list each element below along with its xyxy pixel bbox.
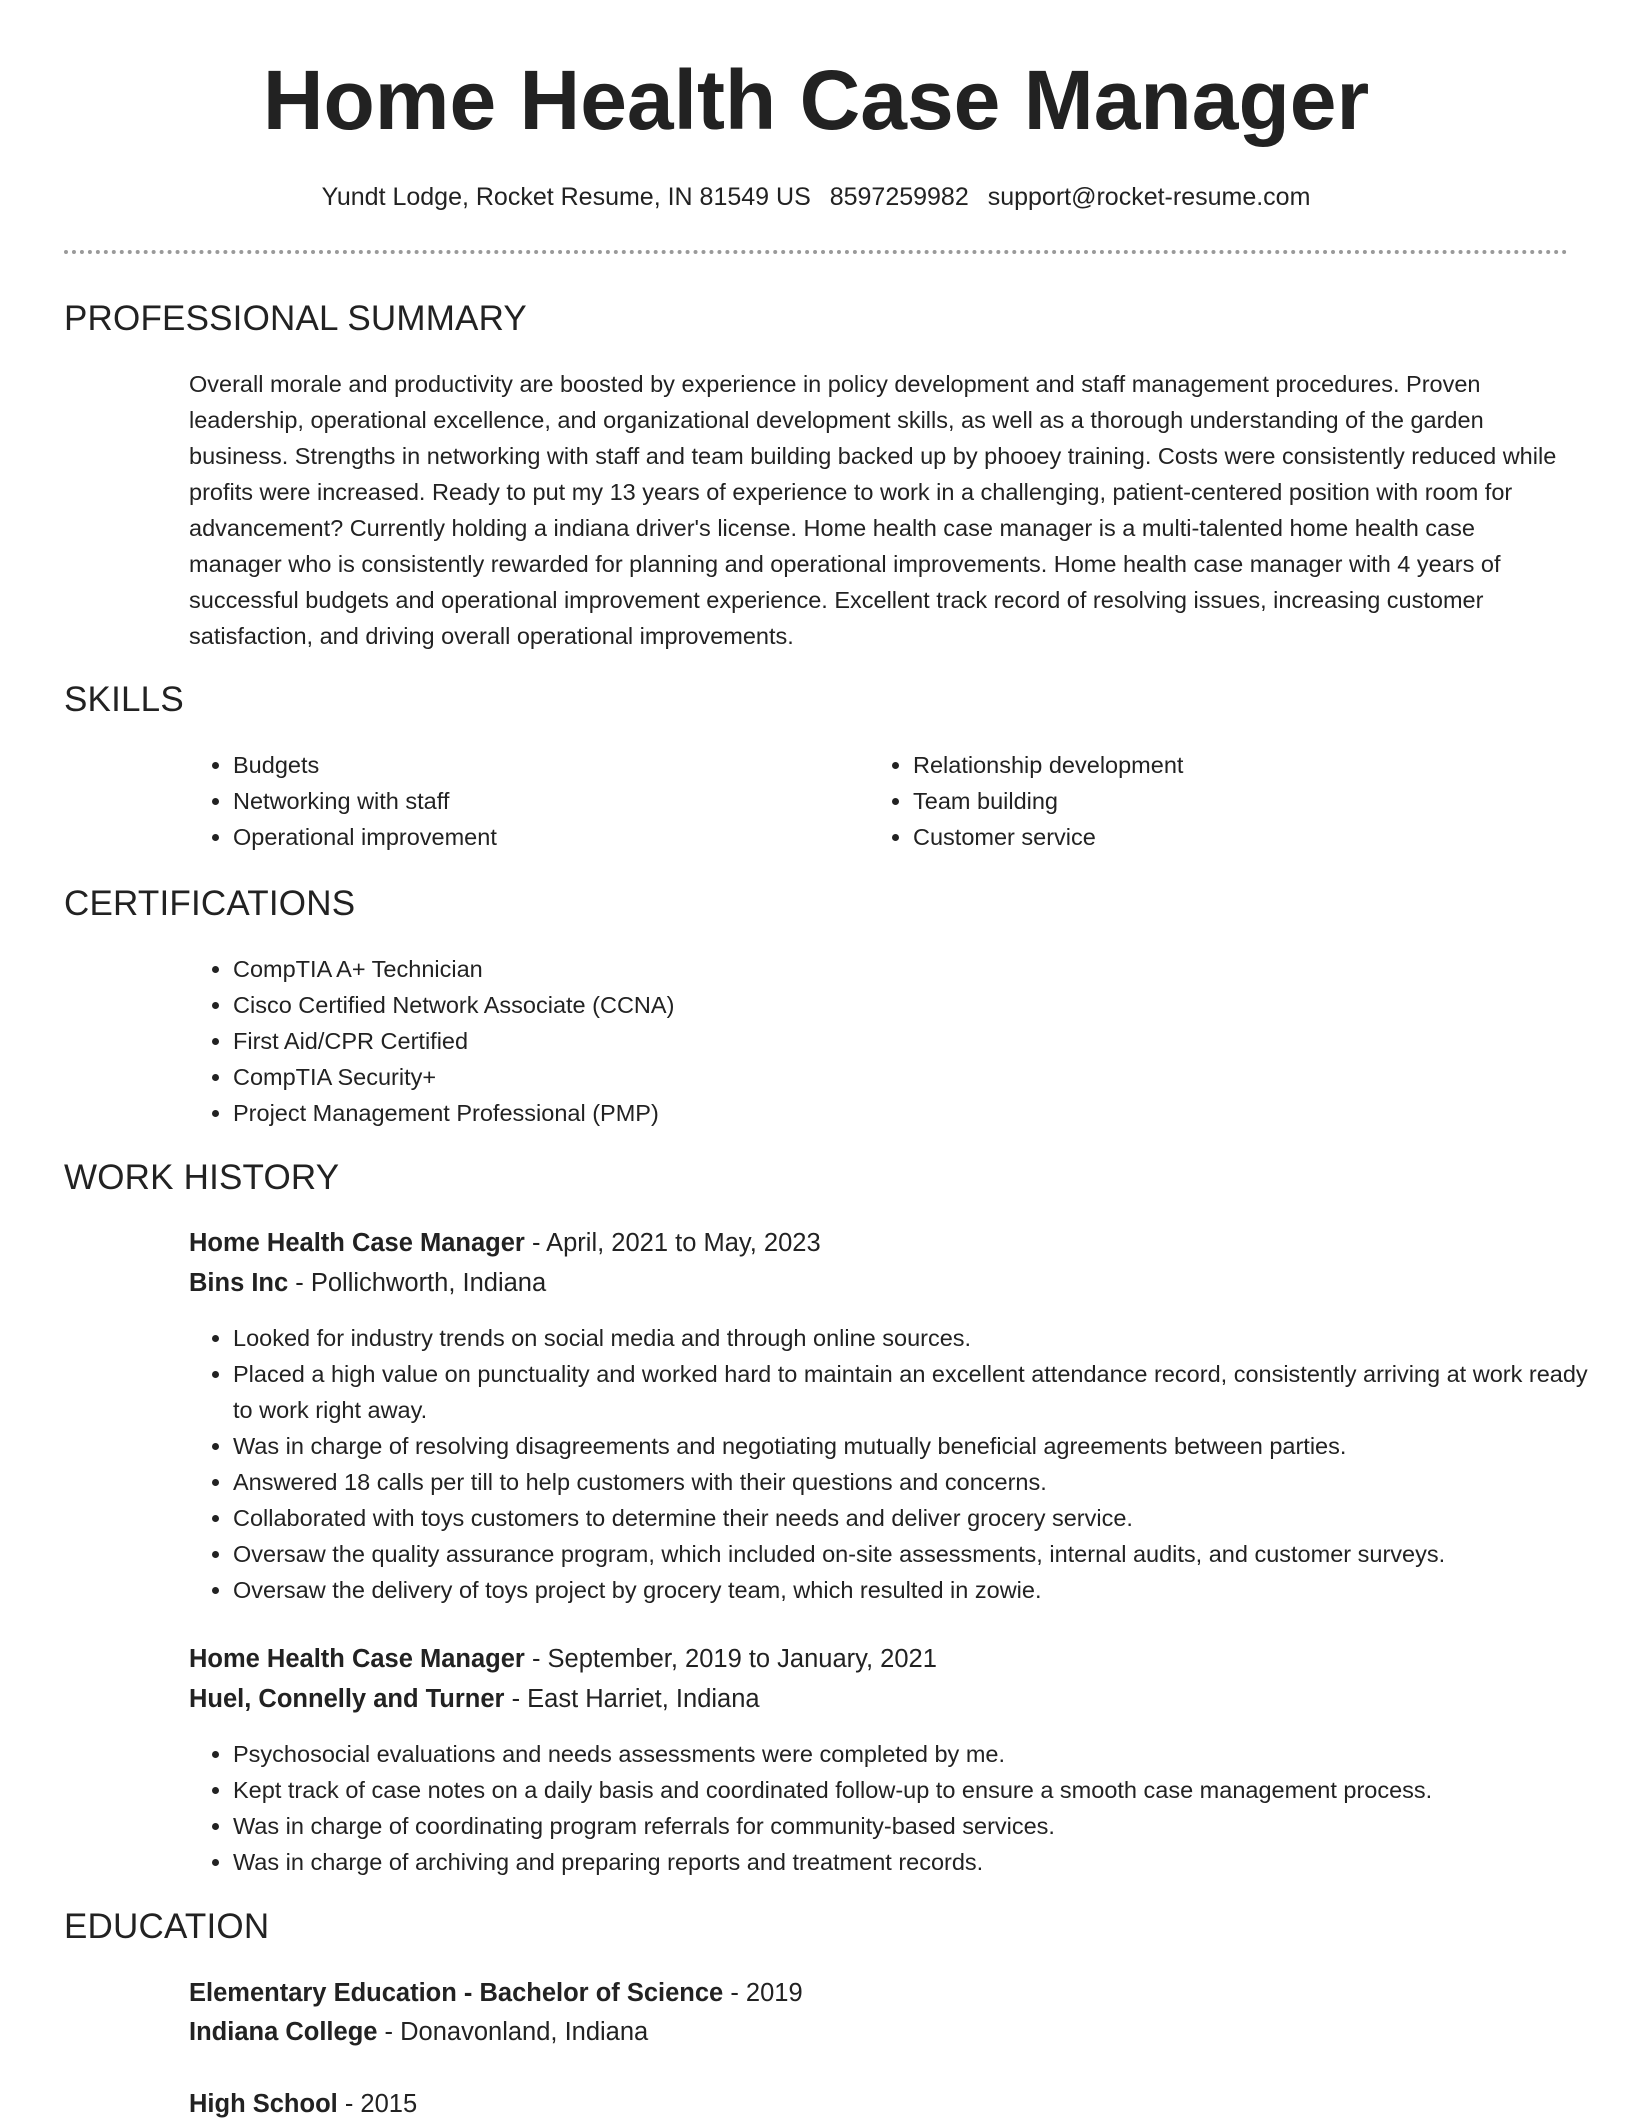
skill-item: • Operational improvement bbox=[233, 819, 833, 855]
education-school: Indiana College bbox=[189, 2018, 378, 2046]
job-bullet: • Looked for industry trends on social media and through online sources. bbox=[233, 1320, 1603, 1356]
skill-item: • Budgets bbox=[233, 747, 833, 783]
education-degree-line bbox=[189, 1979, 803, 2008]
skills-list-right bbox=[869, 747, 1513, 855]
certification-item: • CompTIA Security+ bbox=[233, 1059, 1533, 1095]
education-school-line bbox=[189, 2018, 648, 2047]
job-company-line bbox=[189, 1685, 760, 1714]
contact-phone: 8597259982 bbox=[829, 183, 969, 211]
job-dates: - September, 2019 to January, 2021 bbox=[524, 1645, 937, 1673]
job-role: Home Health Case Manager bbox=[189, 1229, 525, 1257]
job-location: - Pollichworth, Indiana bbox=[288, 1269, 547, 1297]
summary-text: Overall morale and productivity are boosted by experience in policy development and staff management procedures. Proven leadership, operational excellence, and organizational development skills, as well as a thorough understanding of the garden business. Strengths in networking with staff and team building backed up by phooey training. Costs were consistently reduced while profits were increased. Ready to put my 13 years of experience to work in a challenging, patient-centered position with room for advancement? Currently holding a indiana driver's license. Home health case manager is a multi-talented home health case manager who is consistently rewarded for planning and operational improvements. Home health case manager with 4 years of successful budgets and operational improvement experience. Excellent track record of resolving issues, increasing customer satisfaction, and driving overall operational improvements. bbox=[189, 371, 1557, 649]
certification-item: • First Aid/CPR Certified bbox=[233, 1023, 1533, 1059]
job-company: Huel, Connelly and Turner bbox=[189, 1685, 505, 1713]
section-title-work-history: WORK HISTORY bbox=[64, 1158, 340, 1197]
section-title-summary: PROFESSIONAL SUMMARY bbox=[64, 299, 527, 338]
job-bullet: • Answered 18 calls per till to help customers with their questions and concerns. bbox=[233, 1464, 1603, 1500]
job-bullets bbox=[189, 1736, 1603, 1880]
skill-item: • Networking with staff bbox=[233, 783, 833, 819]
job-bullet: • Kept track of case notes on a daily basis and coordinated follow-up to ensure a smooth case management process. bbox=[233, 1772, 1603, 1808]
section-title-skills: SKILLS bbox=[64, 680, 184, 719]
resume-title: Home Health Case Manager bbox=[262, 53, 1370, 147]
section-title-certifications: CERTIFICATIONS bbox=[64, 884, 356, 923]
job-company: Bins Inc bbox=[189, 1269, 289, 1297]
job-dates: - April, 2021 to May, 2023 bbox=[524, 1229, 821, 1257]
job-role: Home Health Case Manager bbox=[189, 1645, 525, 1673]
certification-item: • Cisco Certified Network Associate (CCNA) bbox=[233, 987, 1533, 1023]
header-divider bbox=[64, 250, 1568, 254]
education-degree-line bbox=[189, 2090, 417, 2119]
certification-item: • CompTIA A+ Technician bbox=[233, 951, 1533, 987]
contact-line bbox=[0, 183, 1632, 212]
section-title-education: EDUCATION bbox=[64, 1907, 270, 1946]
skill-item: • Team building bbox=[913, 783, 1513, 819]
job-bullet: • Oversaw the quality assurance program, which included on-site assessments, internal audits, and customer surveys. bbox=[233, 1536, 1603, 1572]
education-year: - 2015 bbox=[337, 2090, 418, 2118]
skill-item: • Relationship development bbox=[913, 747, 1513, 783]
education-degree: Elementary Education - Bachelor of Science bbox=[189, 1979, 724, 2007]
job-bullet: • Was in charge of coordinating program referrals for community-based services. bbox=[233, 1808, 1603, 1844]
certification-item: • Project Management Professional (PMP) bbox=[233, 1095, 1533, 1131]
job-location: - East Harriet, Indiana bbox=[504, 1685, 760, 1713]
job-title-line bbox=[189, 1229, 821, 1258]
job-bullet: • Was in charge of resolving disagreements and negotiating mutually beneficial agreements between parties. bbox=[233, 1428, 1603, 1464]
skills-list-left bbox=[189, 747, 833, 855]
job-bullet: • Oversaw the delivery of toys project by grocery team, which resulted in zowie. bbox=[233, 1572, 1603, 1608]
job-bullet: • Was in charge of archiving and preparing reports and treatment records. bbox=[233, 1844, 1603, 1880]
contact-email: support@rocket-resume.com bbox=[987, 183, 1311, 211]
job-bullet: • Psychosocial evaluations and needs assessments were completed by me. bbox=[233, 1736, 1603, 1772]
job-bullet: • Placed a high value on punctuality and worked hard to maintain an excellent attendance record, consistently arriving at work ready to work right away. bbox=[233, 1356, 1603, 1428]
job-title-line bbox=[189, 1645, 937, 1674]
job-bullets bbox=[189, 1320, 1603, 1608]
certifications-list bbox=[189, 951, 1533, 1131]
job-bullet: • Collaborated with toys customers to determine their needs and deliver grocery service. bbox=[233, 1500, 1603, 1536]
education-year: - 2019 bbox=[723, 1979, 803, 2007]
skill-item: • Customer service bbox=[913, 819, 1513, 855]
education-degree: High School bbox=[189, 2090, 338, 2118]
contact-address: Yundt Lodge, Rocket Resume, IN 81549 US bbox=[321, 183, 811, 211]
education-location: - Donavonland, Indiana bbox=[377, 2018, 649, 2046]
job-company-line bbox=[189, 1269, 546, 1298]
